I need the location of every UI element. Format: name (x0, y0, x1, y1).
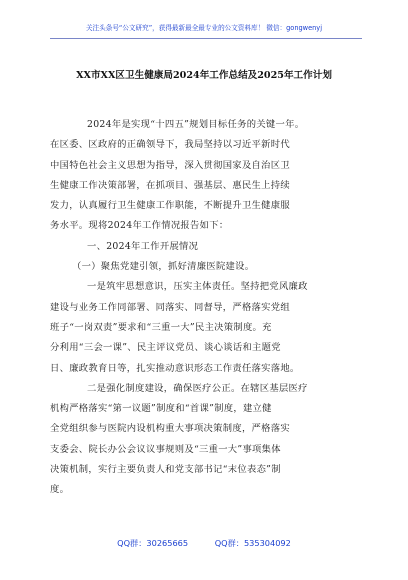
paragraph-line: 决策机制，实行主要负责人和党支部书记“末位表态”制 (50, 464, 281, 476)
paragraph-line: 分利用“三会一课”、民主评议党员、谈心谈话和主题党 (50, 342, 281, 354)
header-banner: 关注头条号“公文研究”，获得最新最全最专业的公文资料库！ 微信：gongwenyj (85, 24, 323, 32)
paragraph-line: 支委会、院长办公会议议事规则及“三重一大”事项集体 (50, 443, 281, 455)
paragraph-line: 度。 (50, 484, 70, 496)
paragraph-line: 二是强化制度建设，确保医疗公正。在辖区基层医疗 (87, 382, 308, 394)
paragraph-line: 一是筑牢思想意识，压实主体责任。坚持把党风廉政 (87, 281, 308, 293)
paragraph-line: 在区委、区政府的正确领导下，我局坚持以习近平新时代 (50, 139, 290, 151)
paragraph-line: 生健康工作决策部署，在抓项目、强基层、惠民生上持续 (50, 179, 290, 191)
paragraph-line: 建设与业务工作同部署、同落实、同督导，严格落实党组 (50, 301, 290, 313)
paragraph-line: 全党组织参与医院内设机构重大事项决策制度，严格落实 (50, 423, 290, 435)
paragraph-line: 中国特色社会主义思想为指导，深入贯彻国家及自治区卫 (50, 159, 290, 171)
paragraph-line: 务水平。现将2024年工作情况报告如下： (50, 220, 229, 232)
subsection-heading: （一）聚焦党建引领，抓好清廉医院建设。 (72, 261, 255, 273)
section-heading: 一、2024年工作开展情况 (87, 240, 199, 252)
document-body (50, 115, 348, 501)
header-divider (50, 38, 362, 39)
document-title: XX市XX区卫生健康局2024年工作总结及2025年工作计划 (76, 70, 332, 81)
footer-qq-group-2: QQ群：535304092 (214, 538, 291, 548)
paragraph-line: 日、廉政教育日等，扎实推动意识形态工作责任落实落地。 (50, 362, 300, 374)
paragraph-line: 机构严格落实“第一议题”制度和“首课”制度，建立健 (50, 403, 272, 415)
paragraph-line: 2024年是实现“十四五”规划目标任务的关键一年。 (87, 119, 305, 130)
footer (0, 538, 408, 549)
paragraph-line: 发力，认真履行卫生健康工作职能，不断提升卫生健康服 (50, 200, 290, 212)
paragraph-line: 班子“一岗双责”要求和“三重一大”民主决策制度。充 (50, 321, 272, 333)
footer-qq-group-1: QQ群：30265665 (117, 538, 189, 548)
